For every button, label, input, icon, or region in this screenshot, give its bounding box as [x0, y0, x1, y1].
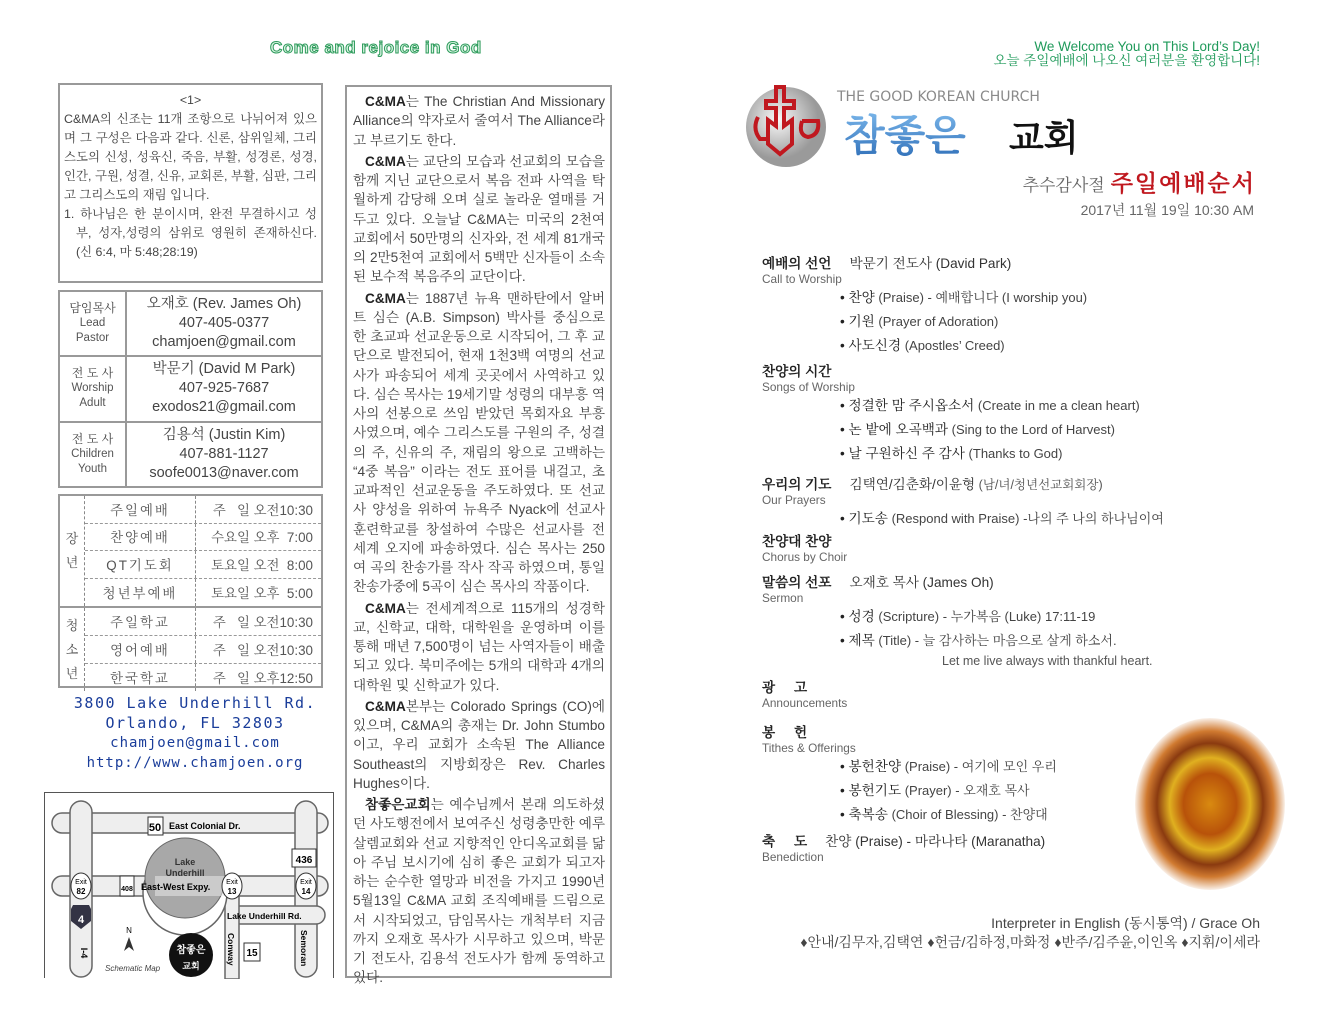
- service-date: 2017년 11월 19일 10:30 AM: [1080, 202, 1254, 218]
- sermon-title-en: Let me live always with thankful heart.: [942, 654, 1153, 668]
- staff-name: 오재호 (Rev. James Oh): [146, 296, 302, 313]
- logo-text-ko: 교회: [1009, 118, 1079, 159]
- section-title-line: [762, 476, 1262, 493]
- role-en: Worship: [71, 382, 114, 395]
- item-ko: 날 구원하신 주 감사: [848, 446, 965, 461]
- creed-intro: C&MA의 신조는 11개 조항으로 나뉘어져 있으며 그 구성은 다음과 같다. 신론, 삼위일체, 그리스도의 신성, 성육신, 죽음, 부활, 성경론, 성경,인간, 구원, 성결, 신유, 교회론, 부활, 심판, 그리고 그리스도의 재림 입니다.: [64, 112, 317, 202]
- paragraph-text: 는 예수님께서 본래 의도하셨던 사도행전에서 보여주신 성령충만한 예루살렘교회와 선교 지향적인 안디옥교회를 닮아 주님 보시기에 심히 좋은 교회가 되고자 하는 순수한 열망과 비전을 가지고 1990년 5월13일 C&MA 교회 조직예배를 드림으로서 시작되었고, 담임목사는 개척부터 지금까지 오재호 목사가 시무하고 있으며, 박문기 전도사, 김용석 전도사가 함께 동역하고 있다.: [353, 797, 605, 986]
- service-section: [762, 533, 1262, 564]
- map-label: Lake Underhill Rd.: [227, 911, 302, 921]
- group-char: 년: [65, 555, 79, 571]
- church-history-column: [345, 85, 612, 986]
- item-ko: 제목: [848, 633, 875, 648]
- address-block: [70, 693, 320, 773]
- item-ko: 기원: [848, 314, 875, 329]
- item-en: (Prayer) - 오재호 목사: [901, 783, 1030, 798]
- paragraph-lead: C&MA: [365, 153, 406, 169]
- section-subtitle: Chorus by Choir: [762, 550, 848, 564]
- service-item: [762, 334, 1262, 358]
- service-item: [762, 629, 1262, 653]
- paragraph-text: 는 전세계적으로 115개의 성경학교, 신학교, 대학, 대학원을 운영하며 이를 통해 매년 7,500명이 넘는 사역자들이 배출되고 있다. 북미주에는 5개의 대학과 4개의 대학원 및 신학교가 있다.: [353, 600, 605, 693]
- bullet-icon: •: [840, 422, 849, 437]
- item-en: (Sing to the Lord of Harvest): [948, 422, 1115, 437]
- section-subtitle: Our Prayers: [762, 493, 826, 507]
- section-title: 우리의 기도: [762, 477, 832, 492]
- section-subtitle: Benediction: [762, 850, 824, 864]
- service-section: [762, 574, 1262, 669]
- logo-text-ko: 참좋은: [844, 111, 966, 160]
- item-en: (Choir of Blessing) - 찬양대: [887, 807, 1048, 822]
- service-item: [762, 394, 1262, 418]
- staff-name: 박문기 (David M Park): [152, 361, 296, 378]
- service-name: 찬양예배: [85, 524, 196, 551]
- staff-email: soofe0013@naver.com: [149, 464, 299, 481]
- map-label: 4: [77, 914, 85, 926]
- section-title: 축 도: [762, 834, 808, 849]
- bullet-icon: •: [840, 290, 849, 305]
- paragraph-text: 는 1887년 뉴욕 맨하탄에서 알버트 심슨 (A.B. Simpson) 박사를 중심으로 한 초교파 선교운동으로 시작되어, 그 후 교단으로 발전되어, 현재 1천3백 여명의 선교사가 파송되어 세계 곳곳에서 사역하고 있다. 심슨 목사는 19세기말 성령의 대부흥 역사의 선봉으로 쓰임 받았던 목회자요 부흥사였으며, 예수 그리스도를 구원의 주, 성결의 주, 신유의 주, 재림의 왕으로 고백하는 “4중 복음” 이라는 전도 표어를 내걸고, 초교파적인 선교운동을 주도하였다. 또 선교사 양성을 위하여 뉴욕주 Nyack에 선교사훈련학교를 창설하여 수많은 선교사를 전 세계 오지에 파송하였다. 심슨 목사는 250여 곡의 찬송가를 작사 작곡 하였으며, 통일찬송가중에 5곡이 심슨 목사의 작품이다.: [353, 290, 605, 595]
- paragraph-text: 는 The Christian And Missionary Alliance의 약자로서 줄여서 The Alliance라고 부르기도 한다.: [353, 94, 605, 148]
- item-ko: 축복송: [848, 807, 888, 822]
- service-item: [762, 286, 1262, 310]
- section-subtitle: Sermon: [762, 591, 804, 605]
- staff-email: chamjoen@gmail.com: [152, 334, 296, 351]
- map-label: East-West Expy.: [141, 882, 211, 892]
- paragraph-lead: 참좋은교회: [365, 797, 431, 812]
- welcome-en: We Welcome You on This Lord’s Day!: [1034, 39, 1260, 54]
- map-label: Schematic Map: [105, 964, 161, 973]
- section-subtitle: Call to Worship: [762, 272, 842, 286]
- service-name: 주일학교: [85, 608, 196, 635]
- service-name: 한국학교: [85, 664, 196, 692]
- history-paragraph: [353, 92, 605, 150]
- staff-name: 김용석 (Justin Kim): [162, 426, 286, 443]
- service-item: [762, 605, 1262, 629]
- group-char: 년: [65, 665, 79, 681]
- item-en: (Scripture) - 누가복음 (Luke) 17:11-19: [874, 609, 1096, 624]
- service-time: 토요일 오전 8:00: [211, 557, 313, 573]
- schedule-row: [85, 636, 321, 664]
- section-title-line: [762, 679, 1262, 696]
- item-ko: 성경: [848, 609, 875, 624]
- schedule-group: [60, 608, 321, 691]
- service-time: 토요일 오후 5:00: [211, 586, 313, 602]
- item-ko: 사도신경: [848, 338, 902, 353]
- website-link[interactable]: http://www.chamjoen.org: [86, 755, 304, 771]
- paragraph-text: 는 교단의 모습과 선교회의 모습을 함께 지닌 교단으로서 복음 전파 사역을 탁월하게 감당해 오며 실로 놀라운 열매를 거두고 있다. 오늘날 C&MA는 미국의 2천여 교회에서 50만명의 신자와, 전 세계 81개국의 2만5천여 교회에서 5백만 신자들이 소속된 보수적 복음주의 교단이다.: [353, 153, 605, 285]
- staff-phone: 407-405-0377: [178, 315, 270, 332]
- bullet-icon: •: [840, 609, 849, 624]
- bullet-icon: •: [840, 633, 849, 648]
- item-ko: 찬양: [848, 290, 875, 305]
- map-label: 436: [295, 855, 313, 866]
- creed-box: [58, 83, 323, 283]
- role-en: Youth: [78, 462, 107, 475]
- section-leader: 박문기 전도사 (David Park): [849, 256, 1012, 271]
- map-label: N: [126, 926, 132, 935]
- role-en: Adult: [79, 397, 106, 410]
- section-title: 광 고: [762, 680, 808, 695]
- service-section: [762, 476, 1262, 531]
- map-label: 50: [148, 822, 162, 834]
- section-leader-note: (남/녀/청년선교회회장): [975, 478, 1103, 492]
- role-ko: 전 도 사: [71, 366, 114, 381]
- staff-phone: 407-925-7687: [178, 380, 270, 397]
- bullet-icon: •: [840, 398, 849, 413]
- map-label: Lake: [174, 857, 196, 867]
- map-label: Conway: [226, 933, 236, 966]
- occasion: 추수감사절: [1022, 176, 1105, 195]
- paragraph-lead: C&MA: [365, 600, 406, 616]
- city: Orlando, FL 32803: [105, 714, 285, 732]
- paragraph-lead: C&MA: [365, 290, 406, 306]
- item-ko: 기도송: [848, 511, 888, 526]
- service-name: 영어예배: [85, 636, 196, 663]
- map-label: 15: [246, 948, 258, 959]
- role-ko: 전 도 사: [71, 431, 114, 446]
- section-leader: 김택연/김춘화/이윤형: [849, 477, 976, 492]
- bullet-icon: •: [840, 759, 849, 774]
- history-paragraph: [353, 152, 605, 287]
- schedule-row: [85, 608, 321, 636]
- schedule-row: [85, 496, 321, 524]
- harvest-fruit-image: [1135, 718, 1285, 890]
- section-title: 찬양대 찬양: [762, 534, 832, 549]
- map-label: Exit: [300, 879, 312, 886]
- paragraph-lead: C&MA: [365, 698, 406, 714]
- schedule-group-label: [60, 496, 85, 606]
- creed-number: <1>: [179, 93, 202, 107]
- history-paragraph: [353, 795, 605, 988]
- section-title-line: [762, 255, 1262, 272]
- service-section: [762, 255, 1262, 358]
- section-leader: 오재호 목사 (James Oh): [849, 575, 994, 590]
- section-title-line: [762, 363, 1262, 380]
- map-label: 14: [301, 887, 311, 896]
- schedule-row: [85, 579, 321, 607]
- item-ko: 봉헌찬양: [848, 759, 902, 774]
- role-en: Lead: [79, 317, 106, 330]
- role-ko: 담임목사: [69, 301, 116, 316]
- map-label: I-4: [79, 947, 89, 959]
- section-title: 찬양의 시간: [762, 364, 832, 379]
- schedule-group: [60, 496, 321, 608]
- item-en: (Respond with Praise) -나의 주 나의 하나님이여: [887, 511, 1164, 526]
- staff-email: exodos21@gmail.com: [152, 399, 296, 416]
- service-time: 주 일 오전10:30: [212, 615, 313, 631]
- schedule-group-label: [60, 608, 85, 691]
- service-item: [762, 310, 1262, 334]
- welcome-message: [993, 40, 1260, 68]
- map-label: 82: [76, 887, 86, 896]
- left-header: Come and rejoice in God: [270, 38, 482, 57]
- item-en: (Apostles’ Creed): [901, 338, 1005, 353]
- role-en: Pastor: [75, 332, 110, 345]
- schedule-row: [85, 664, 321, 692]
- service-item: [762, 418, 1262, 442]
- item-en: (Praise) - 예배합니다 (I worship you): [874, 290, 1088, 305]
- staff-row: [60, 423, 321, 486]
- schematic-map: [44, 792, 334, 978]
- item-en: (Title) - 늘 감사하는 마음으로 살게 하소서.: [874, 633, 1117, 648]
- schedule-rows: [85, 496, 321, 606]
- service-item: [762, 442, 1262, 466]
- bullet-icon: •: [840, 807, 849, 822]
- staff-phone: 407-881-1127: [179, 445, 269, 462]
- map-label: Underhill: [165, 868, 205, 878]
- street: 3800 Lake Underhill Rd.: [73, 694, 317, 712]
- history-paragraph: [353, 289, 605, 597]
- service-order-title: 주일예배순서: [1110, 170, 1256, 196]
- service-time: 수요일 오후 7:00: [211, 530, 313, 546]
- service-time: 주 일 오후12:50: [212, 670, 313, 686]
- section-leader: 찬양 (Praise) - 마라나타 (Maranatha): [825, 834, 1046, 849]
- map-label: Exit: [75, 879, 87, 886]
- bullet-icon: •: [840, 314, 849, 329]
- service-item: [762, 507, 1262, 531]
- schedule-rows: [85, 608, 321, 691]
- section-subtitle: Announcements: [762, 696, 848, 710]
- item-ko: 정결한 맘 주시옵소서: [848, 398, 975, 413]
- service-time: 주 일 오전10:30: [212, 502, 313, 518]
- service-name: QT기도회: [85, 551, 196, 578]
- staff-row: [60, 292, 321, 357]
- staff-table: [58, 290, 323, 488]
- church-logo: [744, 75, 1104, 175]
- item-en: (Praise) - 여기에 모인 우리: [901, 759, 1057, 774]
- section-subtitle: Tithes & Offerings: [762, 741, 856, 755]
- role-en: Children: [71, 447, 114, 460]
- section-title-line: [762, 574, 1262, 591]
- north-arrow-icon: [124, 937, 134, 951]
- schedule-row: [85, 524, 321, 552]
- map-label: 교회: [182, 961, 200, 971]
- creed-item: 1. 하나님은 한 분이시며, 완전 무결하시고 성부, 성자,성령의 삼위로 영원히 존재하신다.(신 6:4, 마 5:48;28:19): [64, 207, 317, 259]
- service-time: 주 일 오전10:30: [212, 642, 313, 658]
- section-title-line: [762, 533, 1262, 550]
- map-label: 13: [227, 887, 237, 896]
- group-char: 장: [65, 531, 79, 547]
- service-staff: ♦안내/김무자,김택연 ♦헌금/김하정,마화정 ♦반주/김주윤,이인옥 ♦지휘/이세라: [800, 934, 1260, 950]
- email-link[interactable]: chamjoen@gmail.com: [110, 735, 280, 751]
- service-name: 청년부예배: [85, 579, 196, 607]
- paragraph-text: 본부는 Colorado Springs (CO)에 있으며, C&MA의 총재는 Dr. John Stumbo이고, 우리 교회가 소속된 The Alliance Southeast의 지방회장은 Rev. Charles Hughes이다.: [353, 698, 605, 791]
- credits: [800, 914, 1260, 952]
- item-ko: 봉헌기도: [848, 783, 902, 798]
- map-label: Semoran: [299, 930, 309, 967]
- section-title: 예배의 선언: [762, 256, 832, 271]
- map-label: 참좋은: [176, 945, 206, 956]
- item-en: (Prayer of Adoration): [874, 314, 999, 329]
- item-en: (Create in me a clean heart): [974, 398, 1140, 413]
- item-en: (Thanks to God): [964, 446, 1063, 461]
- item-ko: 논 밭에 오곡백과: [848, 422, 949, 437]
- bullet-icon: •: [840, 446, 849, 461]
- history-paragraph: [353, 599, 605, 695]
- logo-text-en: THE GOOD KOREAN CHURCH: [837, 89, 1040, 105]
- section-subtitle: Songs of Worship: [762, 380, 855, 394]
- staff-row: [60, 357, 321, 422]
- bullet-icon: •: [840, 338, 849, 353]
- map-label: 408: [121, 886, 133, 893]
- welcome-ko: 오늘 주일예배에 나오신 여러분을 환영합니다!: [993, 53, 1260, 68]
- schedule-row: [85, 551, 321, 579]
- group-char: 소: [65, 641, 79, 657]
- interpreter: Interpreter in English (동시통역) / Grace Oh: [991, 915, 1260, 931]
- paragraph-lead: C&MA: [365, 94, 406, 109]
- section-title: 봉 헌: [762, 725, 808, 740]
- bulletin-title: [1023, 165, 1256, 198]
- bullet-icon: •: [840, 511, 849, 526]
- group-char: 청: [65, 617, 79, 633]
- history-paragraph: [353, 697, 605, 793]
- service-name: 주일예배: [85, 496, 196, 523]
- bullet-icon: •: [840, 783, 849, 798]
- section-title: 말씀의 선포: [762, 575, 832, 590]
- map-label: East Colonial Dr.: [169, 821, 241, 831]
- service-section: [762, 679, 1262, 710]
- map-label: Exit: [226, 879, 238, 886]
- service-section: [762, 363, 1262, 466]
- schedule-table: [58, 494, 323, 688]
